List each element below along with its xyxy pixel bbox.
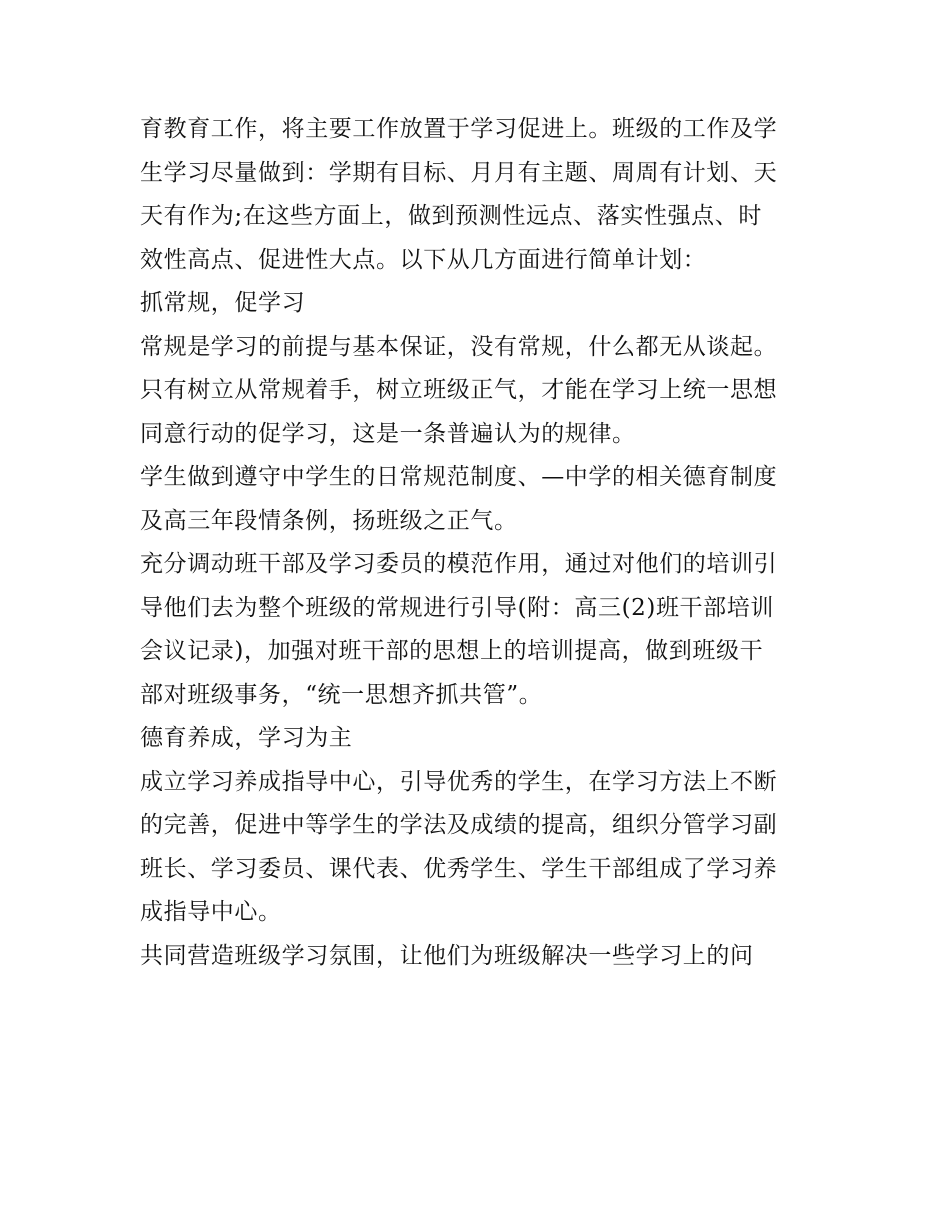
text-line: 常规是学习的前提与基本保证，没有常规，什么都无从谈起。 — [140, 333, 778, 360]
text-line: 班长、学习委员、课代表、优秀学生、学生干部组成了学习养 — [140, 855, 778, 882]
text-line: 成指导中心。 — [140, 899, 282, 925]
text-line: 育教育工作，将主要工作放置于学习促进上。班级的工作及学 — [140, 116, 778, 142]
text-line: 成立学习养成指导中心，引导优秀的学生，在学习方法上不断 — [140, 768, 778, 795]
section-heading: 德育养成，学习为主 — [140, 725, 353, 751]
text-line: 及高三年段情条例，扬班级之正气。 — [140, 507, 518, 534]
text-line: 学生做到遵守中学生的日常规范制度、—中学的相关德育制度 — [140, 464, 778, 490]
text-line: 的完善，促进中等学生的学法及成绩的提高，组织分管学习副 — [140, 812, 778, 838]
text-line: 部对班级事务，“统一思想齐抓共管”。 — [140, 681, 543, 708]
section-heading: 抓常规，促学习 — [140, 290, 306, 316]
text-line: 生学习尽量做到：学期有目标、月月有主题、周周有计划、天 — [140, 159, 778, 186]
text-line: 只有树立从常规着手，树立班级正气，才能在学习上统一思想 — [140, 377, 778, 403]
text-line: 导他们去为整个班级的常规进行引导(附：高三(2)班干部培训 — [140, 594, 774, 621]
text-line: 天有作为;在这些方面上，做到预测性远点、落实性强点、时 — [140, 203, 762, 229]
text-line: 同意行动的促学习，这是一条普遍认为的规律。 — [140, 420, 636, 447]
text-line: 共同营造班级学习氛围，让他们为班级解决一些学习上的问 — [140, 942, 754, 969]
text-line: 效性高点、促进性大点。以下从几方面进行简单计划： — [140, 246, 707, 273]
text-line: 会议记录)，加强对班干部的思想上的培训提高，做到班级干 — [140, 638, 764, 664]
text-line: 充分调动班干部及学习委员的模范作用，通过对他们的培训引 — [140, 551, 778, 577]
document-page — [140, 108, 830, 978]
